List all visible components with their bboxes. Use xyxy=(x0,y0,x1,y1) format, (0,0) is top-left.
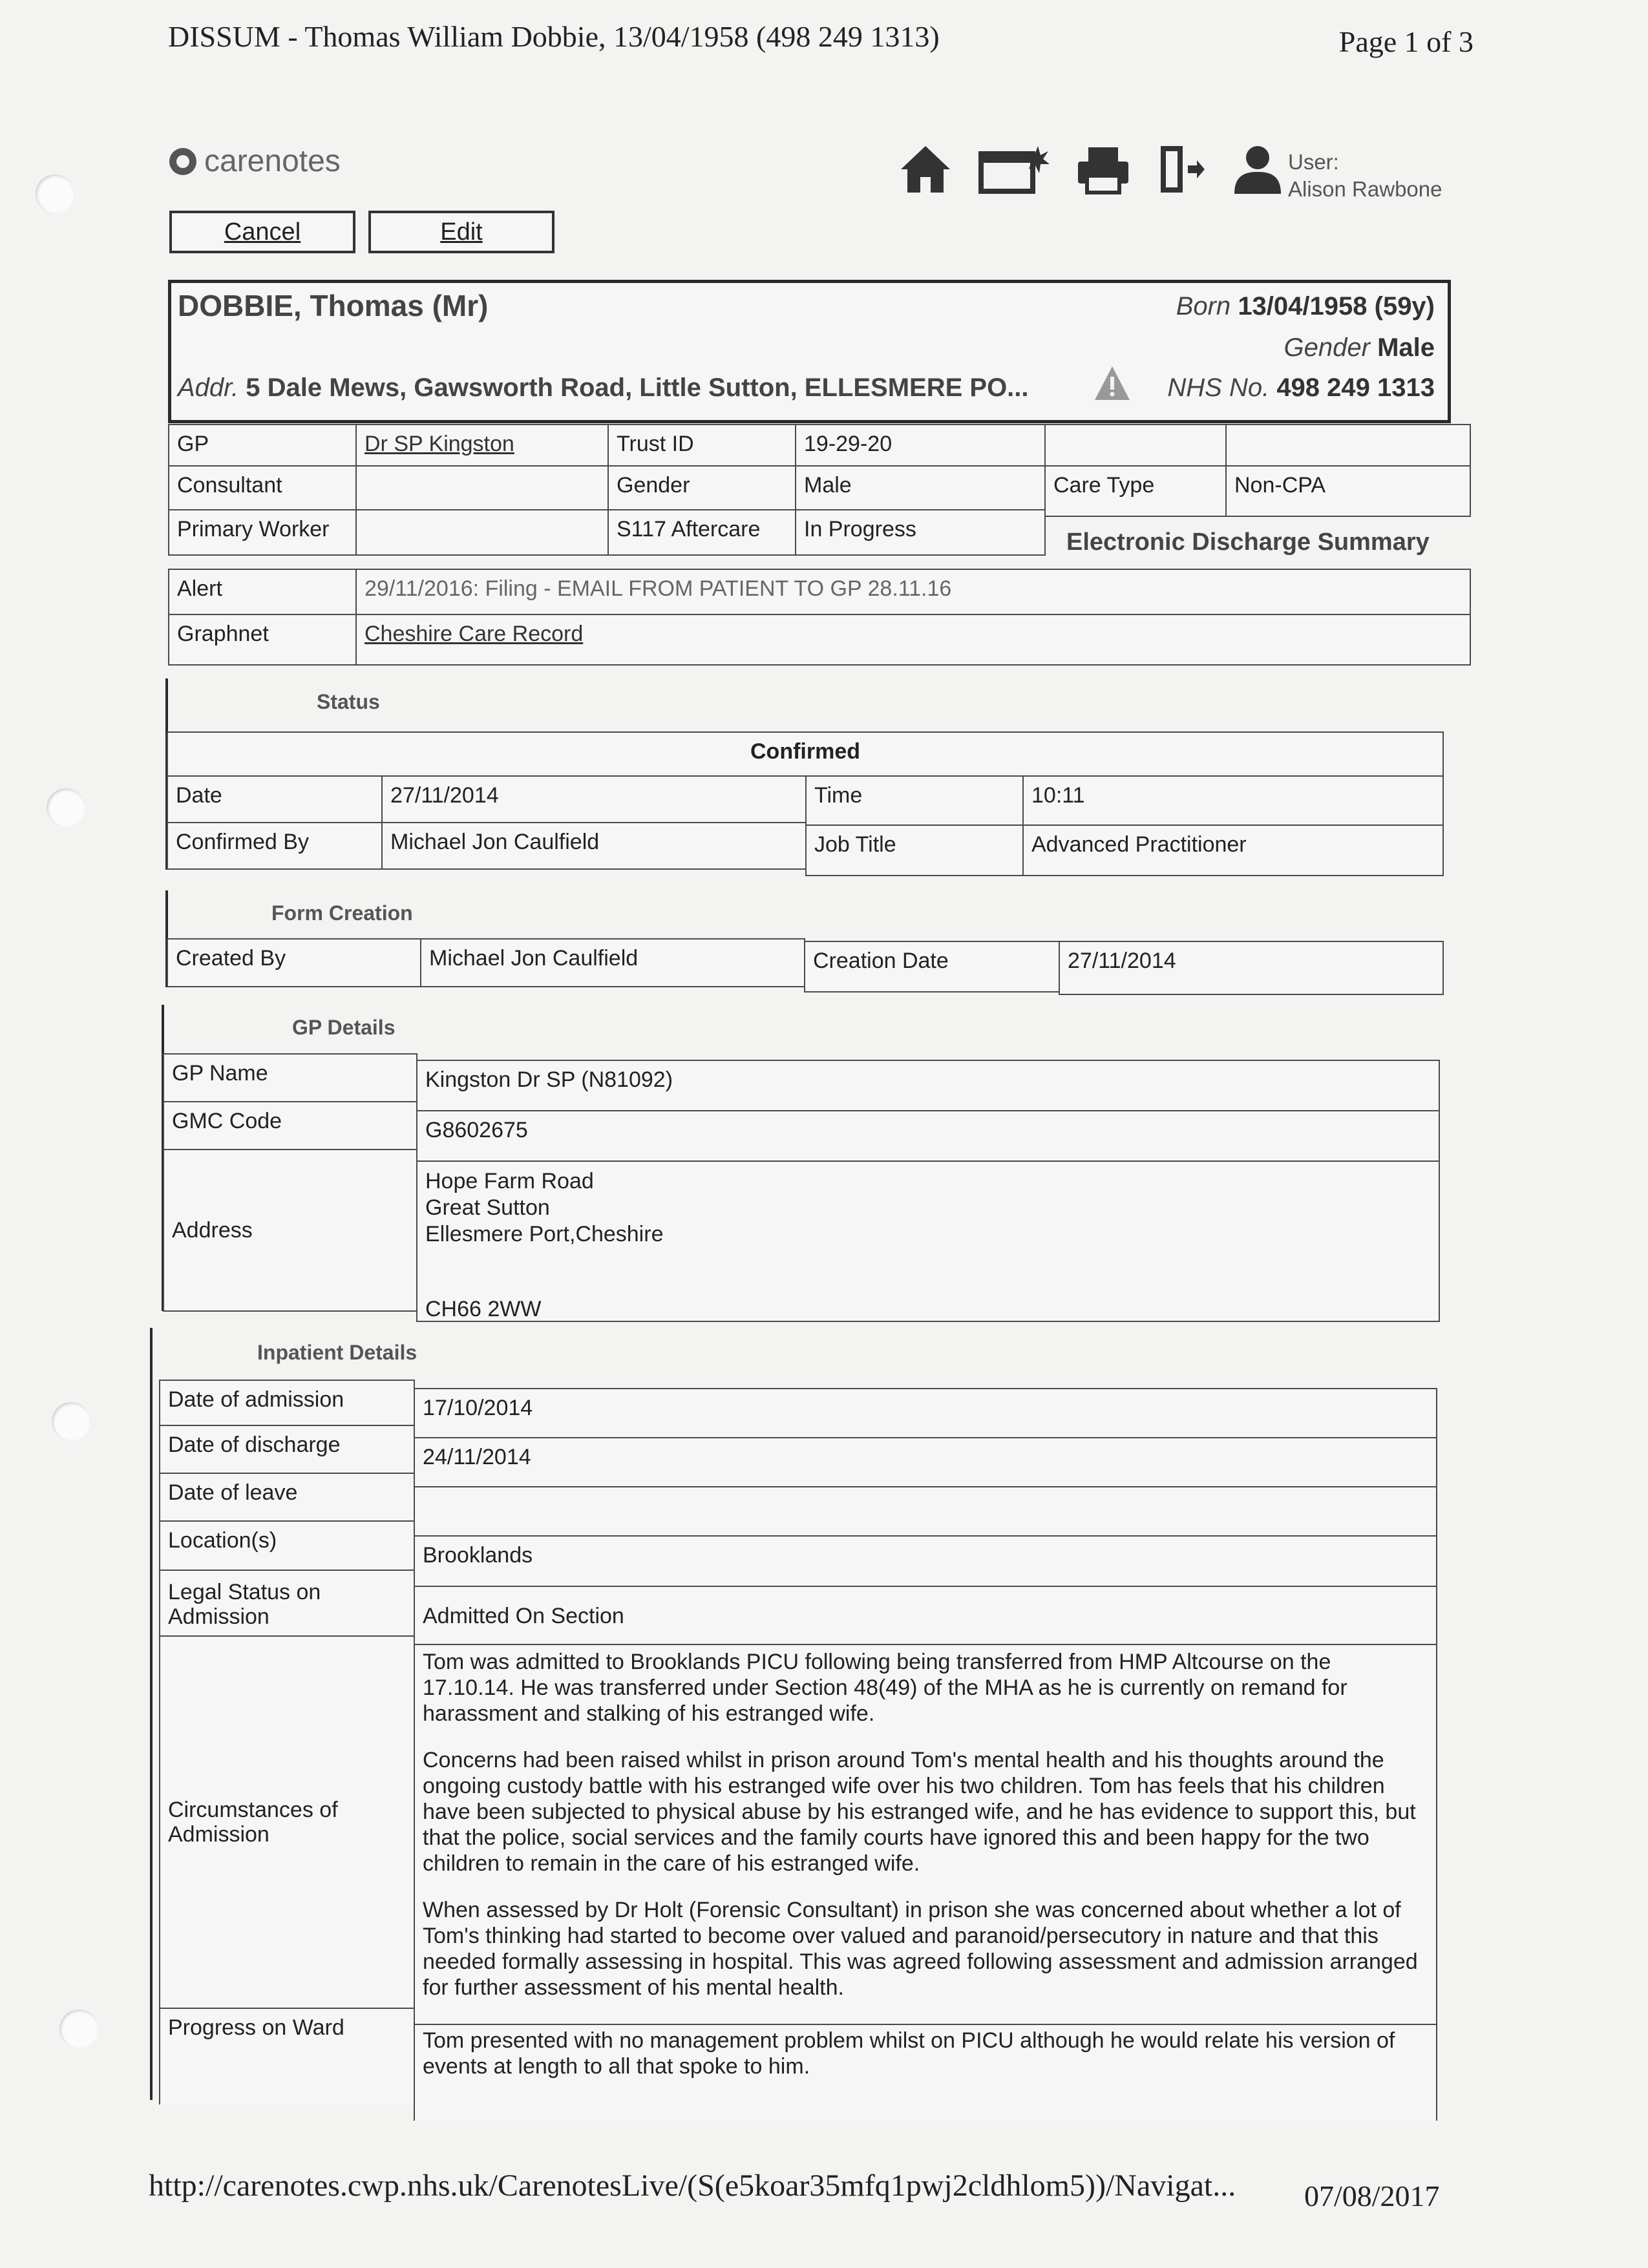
punch-hole xyxy=(52,1402,90,1441)
discharge-label: Date of discharge xyxy=(159,1425,415,1474)
patient-gender xyxy=(1284,333,1435,362)
location-label: Location(s) xyxy=(159,1520,415,1571)
punch-hole xyxy=(59,2010,98,2048)
consultant-label: Consultant xyxy=(168,465,357,510)
circumstances-value xyxy=(414,1644,1437,2025)
address-postcode: CH66 2WW xyxy=(425,1297,542,1321)
alert-label: Alert xyxy=(168,569,357,615)
admission-value: 17/10/2014 xyxy=(414,1388,1437,1438)
page-number: Page 1 of 3 xyxy=(1338,25,1474,58)
circumstances-label: Circumstances of Admission xyxy=(159,1635,415,2009)
job-title-label: Job Title xyxy=(805,824,1024,876)
status-state: Confirmed xyxy=(167,731,1444,781)
cancel-button[interactable] xyxy=(169,211,355,253)
gender-label: Gender xyxy=(1284,333,1370,362)
address-line-2: Great Sutton xyxy=(425,1195,550,1220)
logo-mark-icon xyxy=(169,148,196,175)
cancel-label: Cancel xyxy=(224,218,301,246)
graphnet-link[interactable]: Cheshire Care Record xyxy=(364,622,584,646)
created-by-label: Created By xyxy=(167,938,421,987)
s117-value: In Progress xyxy=(795,509,1046,556)
gp-label: GP xyxy=(168,424,357,467)
logo-text: carenotes xyxy=(204,144,341,178)
toolbar xyxy=(898,143,1284,195)
address-value xyxy=(416,1160,1440,1322)
patient-banner xyxy=(168,280,1451,423)
current-user xyxy=(1288,149,1442,203)
punch-hole xyxy=(36,174,74,213)
address-line-1: Hope Farm Road xyxy=(425,1169,594,1193)
circumstances-paragraph-1: Tom was admitted to Brooklands PICU following being transferred from HMP Altcourse on the 17.10.14. He was transferred under Section 48(49) of the MHA as he is currently on remand for harassment and stalking of his estranged wife. xyxy=(423,1650,1347,1726)
gmc-code-label: GMC Code xyxy=(163,1101,417,1150)
circumstances-paragraph-3: When assessed by Dr Holt (Forensic Consultant) in prison she was concerned about whether a lot of Tom's thinking had started to become over valued and paranoid/persecutory in nature and that this needed formally assessing in hospital. This was agreed following assessment and admission arranged for further assessment of his mental health. xyxy=(423,1898,1418,2000)
patient-born xyxy=(1176,292,1435,321)
status-time-value: 10:11 xyxy=(1022,775,1444,826)
gender-label: Gender xyxy=(607,465,796,510)
gp-name-label: GP Name xyxy=(163,1053,417,1102)
gp-details-title: GP Details xyxy=(292,1016,396,1039)
print-header-title: DISSUM - Thomas William Dobbie, 13/04/1958 (498 249 1313) xyxy=(168,20,940,53)
gp-cell xyxy=(355,424,609,467)
trust-id-value: 19-29-20 xyxy=(795,424,1046,467)
legal-status-label: Legal Status on Admission xyxy=(159,1570,415,1637)
blank-cell xyxy=(1044,424,1227,467)
edit-label: Edit xyxy=(440,218,483,246)
gmc-code-value: G8602675 xyxy=(416,1110,1440,1162)
admission-label: Date of admission xyxy=(159,1380,415,1426)
job-title-value: Advanced Practitioner xyxy=(1022,824,1444,876)
status-date-value: 27/11/2014 xyxy=(381,775,807,823)
leave-label: Date of leave xyxy=(159,1473,415,1522)
status-title: Status xyxy=(317,690,380,713)
care-type-label: Care Type xyxy=(1044,465,1227,517)
legal-status-value: Admitted On Section xyxy=(414,1586,1437,1653)
warning-icon[interactable] xyxy=(1092,364,1132,406)
alert-value: 29/11/2016: Filing - EMAIL FROM PATIENT TO GP 28.11.16 xyxy=(355,569,1471,615)
born-label: Born xyxy=(1176,292,1231,320)
form-title: Electronic Discharge Summary xyxy=(1066,529,1430,556)
confirmed-by-value: Michael Jon Caulfield xyxy=(381,822,807,870)
printer-icon[interactable] xyxy=(1075,143,1131,195)
discharge-value: 24/11/2014 xyxy=(414,1437,1437,1487)
user-icon[interactable] xyxy=(1232,143,1284,195)
progress-value: Tom presented with no management problem whilst on PICU although he would relate his version of events at length to all that spoke to him. xyxy=(414,2024,1437,2121)
gp-link[interactable]: Dr SP Kingston xyxy=(364,432,514,456)
confirmed-by-label: Confirmed By xyxy=(167,822,383,870)
address-label: Address xyxy=(163,1149,417,1312)
logout-door-icon[interactable] xyxy=(1157,143,1206,195)
section-rule xyxy=(150,1328,153,2100)
graphnet-cell xyxy=(355,614,1471,666)
new-window-icon[interactable] xyxy=(978,143,1050,195)
punch-hole xyxy=(47,788,85,827)
nhs-value: 498 249 1313 xyxy=(1276,373,1435,402)
creation-date-value: 27/11/2014 xyxy=(1059,941,1444,995)
created-by-value: Michael Jon Caulfield xyxy=(420,938,805,987)
edit-button[interactable] xyxy=(368,211,555,253)
address-line-3: Ellesmere Port,Cheshire xyxy=(425,1222,664,1246)
form-creation-title: Form Creation xyxy=(271,901,413,925)
creation-date-label: Creation Date xyxy=(804,941,1060,992)
circumstances-paragraph-2: Concerns had been raised whilst in prison around Tom's mental health and his thoughts around the ongoing custody battle with his estranged wife over his two children. Tom has feels that his children have been subjected to physical abuse by his estranged wife, and he has evidence to support this, but that the police, social services and the family courts have ignored this and been happy for the two children to remain in the care of his estranged wife. xyxy=(423,1748,1416,1876)
consultant-value xyxy=(355,465,609,510)
carenotes-logo xyxy=(169,143,341,179)
addr-label: Addr. xyxy=(178,373,239,402)
home-icon[interactable] xyxy=(898,143,953,195)
patient-name: DOBBIE, Thomas (Mr) xyxy=(178,289,489,322)
addr-value: 5 Dale Mews, Gawsworth Road, Little Sutton, ELLESMERE PO... xyxy=(246,373,1029,402)
care-type-value: Non-CPA xyxy=(1225,465,1471,517)
patient-nhs xyxy=(1167,373,1435,403)
status-time-label: Time xyxy=(805,775,1024,826)
s117-label: S117 Aftercare xyxy=(607,509,796,556)
primary-worker-value xyxy=(355,509,609,556)
gender-value: Male xyxy=(795,465,1046,510)
graphnet-label: Graphnet xyxy=(168,614,357,666)
print-footer-url: http://carenotes.cwp.nhs.uk/CarenotesLive/(S(e5koar35mfq1pwj2cldhlom5))/Navigat... xyxy=(149,2168,1236,2203)
born-value: 13/04/1958 (59y) xyxy=(1238,292,1435,320)
blank-cell xyxy=(1225,424,1471,467)
status-date-label: Date xyxy=(167,775,383,823)
nhs-label: NHS No. xyxy=(1167,373,1270,402)
gp-name-value: Kingston Dr SP (N81092) xyxy=(416,1060,1440,1111)
gender-value: Male xyxy=(1377,333,1435,362)
location-value: Brooklands xyxy=(414,1535,1437,1587)
trust-id-label: Trust ID xyxy=(607,424,796,467)
user-label: User: xyxy=(1288,150,1339,174)
primary-worker-label: Primary Worker xyxy=(168,509,357,556)
patient-address xyxy=(178,373,1029,403)
inpatient-title: Inpatient Details xyxy=(257,1341,417,1364)
progress-label: Progress on Ward xyxy=(159,2008,415,2105)
print-footer-date: 07/08/2017 xyxy=(1304,2179,1440,2212)
user-name: Alison Rawbone xyxy=(1288,177,1442,201)
leave-value xyxy=(414,1486,1437,1537)
